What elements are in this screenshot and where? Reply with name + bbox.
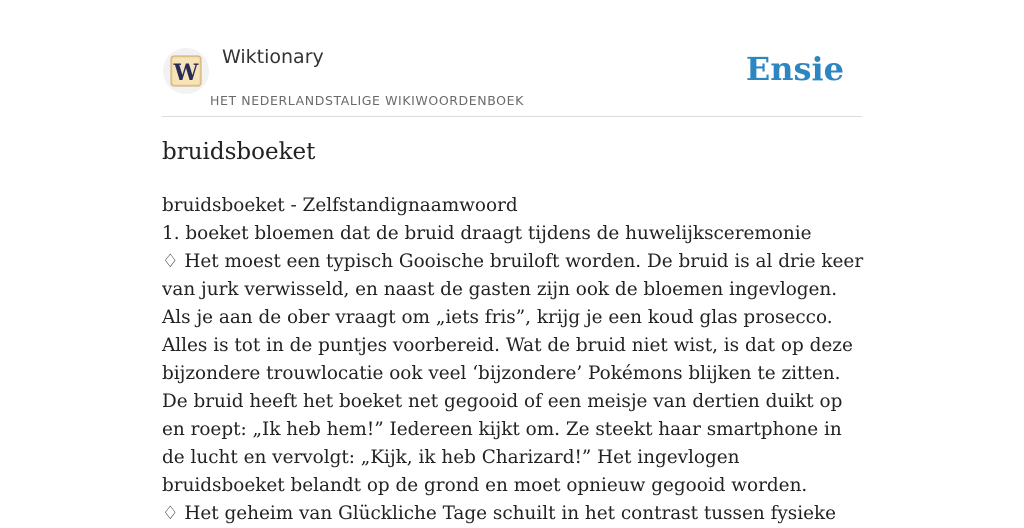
logo-letter: W bbox=[173, 60, 199, 86]
part-of-speech-line: bruidsboeket - Zelfstandignaamwoord bbox=[162, 195, 518, 216]
site-name[interactable]: Wiktionary bbox=[222, 46, 324, 68]
definition: 1. boeket bloemen dat de bruid draagt tijdens de huwelijksceremonie bbox=[162, 223, 812, 244]
example-sentence: ♢ Het geheim van Glückliche Tage schuilt in het contrast tussen fysieke bbox=[162, 503, 836, 524]
entry-body bbox=[162, 192, 866, 528]
ensie-brand-logo[interactable]: Ensie bbox=[745, 50, 844, 88]
page-title: bruidsboeket bbox=[162, 139, 316, 165]
example-sentence: ♢ Het moest een typisch Gooische bruiloft worden. De bruid is al drie keer van jurk verwisseld, en naast de gasten zijn ook de bloemen ingevlogen. Als je aan de ober vraagt om „iets fris”, krijg je een koud glas prosecco. Alles is tot in de puntjes voorbereid. Wat de bruid niet wist, is dat op deze bijzondere trouwlocatie ook veel ‘bijzondere’ Pokémons blijken te zitten. De bruid heeft het boeket net gegooid of een meisje van dertien duikt op en roept: „Ik heb hem!” Iedereen kijkt om. Ze steekt haar smartphone in de lucht en vervolgt: „Kijk, ik heb Charizard!” Het ingevlogen bruidsboeket belandt op de grond en moet opnieuw gegooid worden. bbox=[162, 251, 864, 496]
site-tagline: HET NEDERLANDSTALIGE WIKIWOORDENBOEK bbox=[210, 93, 524, 108]
wiktionary-logo-icon[interactable] bbox=[162, 47, 210, 95]
site-header bbox=[162, 44, 862, 117]
